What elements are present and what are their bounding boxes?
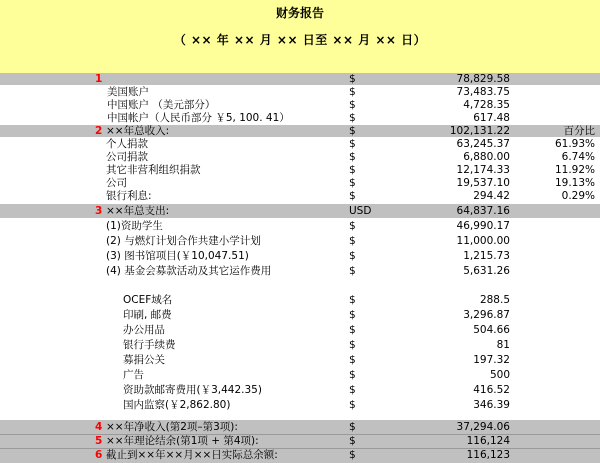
amount-cell: 78,829.58 (456, 73, 510, 85)
amount-cell: 500 (489, 369, 510, 381)
amount-cell: 64,837.16 (456, 205, 510, 217)
row-label: 资助款邮寄费用(￥3,442.35) (123, 384, 262, 396)
row-label: ××年净收入(第2项–第3项): (106, 421, 238, 433)
amount-cell: 3,296.87 (463, 309, 510, 321)
row-label: ××年总收入: (106, 125, 170, 137)
currency-cell: $ (349, 164, 356, 176)
table-row (0, 219, 600, 233)
percent-cell: 19.13% (554, 177, 595, 189)
row-label: (3) 图书馆项目(￥10,047.51) (106, 250, 249, 262)
table-row (0, 383, 600, 397)
table-row (0, 190, 600, 202)
row-label: (2) 与燃灯计划合作共建小学计划 (106, 235, 261, 247)
row-label: 美国账户 (107, 86, 149, 98)
table-row (0, 164, 600, 176)
table-row (0, 398, 600, 412)
row-label: 银行手续费 (123, 339, 176, 351)
amount-cell: 504.66 (473, 324, 510, 336)
amount-cell: 46,990.17 (456, 220, 510, 232)
row-label: 广告 (123, 369, 144, 381)
amount-cell: 63,245.37 (456, 138, 510, 150)
amount-cell: 37,294.06 (456, 421, 510, 433)
row-label: 公司捐款 (106, 151, 148, 163)
report-title: 财务报告 (275, 6, 324, 20)
currency-cell: $ (349, 177, 356, 189)
amount-cell: 6,880.00 (463, 151, 510, 163)
row-label: 办公用品 (123, 324, 165, 336)
currency-cell: $ (349, 265, 356, 277)
currency-cell: $ (349, 449, 356, 461)
amount-cell: 11,000.00 (456, 235, 510, 247)
row-label: 中国账户 （美元部分） (107, 99, 216, 111)
percent-cell: 0.29% (561, 190, 595, 202)
currency-cell: $ (349, 86, 356, 98)
currency-cell: $ (349, 339, 356, 351)
table-row (0, 308, 600, 322)
table-row (0, 112, 600, 124)
table-row (0, 99, 600, 111)
section-number: 5 (95, 435, 103, 447)
amount-cell: 197.32 (473, 354, 510, 366)
table-row (0, 293, 600, 307)
table-row (0, 323, 600, 337)
section-number: 4 (95, 421, 103, 433)
table-row (0, 264, 600, 278)
currency-cell: $ (349, 112, 356, 124)
table-row (0, 138, 600, 150)
table-row (0, 234, 600, 248)
table-row (0, 353, 600, 367)
table-row (0, 86, 600, 98)
currency-cell: $ (349, 399, 356, 411)
currency-cell: $ (349, 309, 356, 321)
section-row-theoretical-balance (0, 435, 600, 447)
section-number: 1 (95, 73, 103, 85)
row-label: 公司 (106, 177, 127, 189)
currency-cell: $ (349, 421, 356, 433)
row-label: 截止到××年××月××日实际总余额: (106, 449, 278, 461)
currency-cell: $ (349, 324, 356, 336)
table-row (0, 249, 600, 263)
currency-cell: $ (349, 190, 356, 202)
amount-cell: 116,124 (466, 435, 510, 447)
amount-cell: 81 (496, 339, 510, 351)
currency-cell: $ (349, 294, 356, 306)
currency-cell: $ (349, 138, 356, 150)
currency-cell: $ (349, 220, 356, 232)
amount-cell: 294.42 (473, 190, 510, 202)
amount-cell: 12,174.33 (456, 164, 510, 176)
amount-cell: 346.39 (473, 399, 510, 411)
currency-cell: $ (349, 354, 356, 366)
row-label: 印刷, 邮费 (123, 309, 172, 321)
section-number: 3 (95, 205, 103, 217)
row-label: ××年总支出: (106, 205, 170, 217)
currency-cell: $ (349, 151, 356, 163)
row-label: 个人捐款 (106, 138, 148, 150)
amount-cell: 102,131.22 (449, 125, 510, 137)
section-row-opening-balance (0, 73, 600, 85)
report-header (0, 0, 600, 73)
table-row (0, 368, 600, 382)
currency-cell: $ (349, 235, 356, 247)
section-row-net-income (0, 421, 600, 433)
row-label: (4) 基金会募款活动及其它运作费用 (106, 265, 272, 277)
percent-cell: 6.74% (561, 151, 595, 163)
table-row (0, 151, 600, 163)
amount-cell: 288.5 (479, 294, 510, 306)
row-label: 国内监察(￥2,862.80) (123, 399, 231, 411)
section-number: 6 (95, 449, 103, 461)
row-label: 中国帐户（人民币部分 ￥5, 100. 41） (107, 112, 290, 124)
row-label: 银行利息: (106, 190, 152, 202)
amount-cell: 4,728.35 (463, 99, 510, 111)
amount-cell: 416.52 (473, 384, 510, 396)
amount-cell: 5,631.26 (463, 265, 510, 277)
currency-cell: $ (349, 250, 356, 262)
row-label: 募捐公关 (123, 354, 165, 366)
report-period: （ ×× 年 ×× 月 ×× 日至 ×× 月 ×× 日） (173, 33, 427, 47)
section-row-total-income (0, 125, 600, 137)
amount-cell: 617.48 (473, 112, 510, 124)
amount-cell: 1,215.73 (463, 250, 510, 262)
currency-cell: USD (349, 205, 372, 217)
table-row (0, 177, 600, 189)
amount-cell: 73,483.75 (456, 86, 510, 98)
row-label: (1)资助学生 (106, 220, 163, 232)
table-row (0, 338, 600, 352)
currency-cell: $ (349, 125, 356, 137)
percent-cell: 61.93% (554, 138, 595, 150)
percent-cell: 11.92% (554, 164, 595, 176)
currency-cell: $ (349, 73, 356, 85)
row-label: 其它非营利组织捐款 (106, 164, 201, 176)
section-row-total-expenditure (0, 204, 600, 218)
percent-header: 百分比 (563, 125, 595, 137)
amount-cell: 19,537.10 (456, 177, 510, 189)
section-number: 2 (95, 125, 103, 137)
amount-cell: 116,123 (466, 449, 510, 461)
row-label: OCEF域名 (123, 294, 173, 306)
currency-cell: $ (349, 99, 356, 111)
currency-cell: $ (349, 384, 356, 396)
currency-cell: $ (349, 369, 356, 381)
section-row-actual-balance (0, 449, 600, 461)
currency-cell: $ (349, 435, 356, 447)
row-label: ××年理论结余(第1项 + 第4项): (106, 435, 259, 447)
